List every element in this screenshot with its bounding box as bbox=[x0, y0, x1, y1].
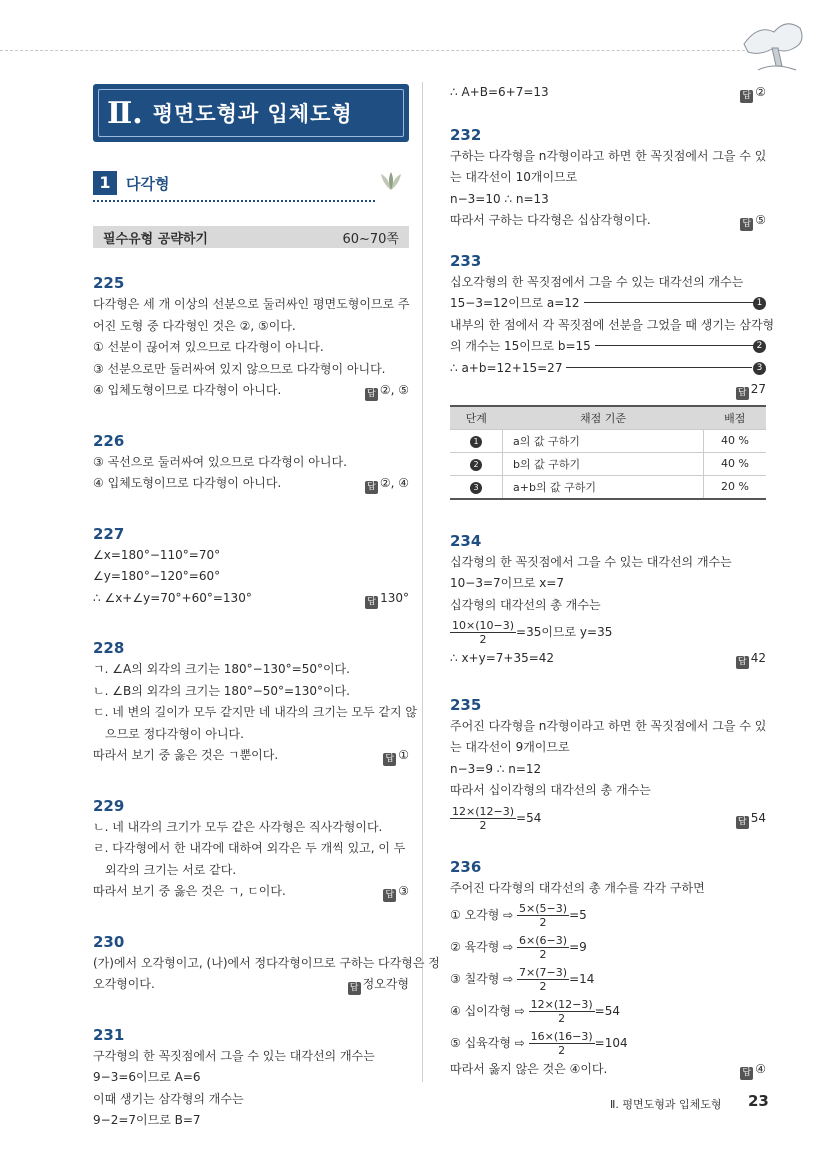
problem-228 bbox=[93, 637, 417, 767]
solution-line: n−3=10 ∴ n=13 bbox=[450, 191, 549, 206]
solution-line: ∴ a+b=12+15=27 3 bbox=[450, 358, 766, 380]
section-name: 다각형 bbox=[126, 174, 170, 193]
footer-chapter-title: Ⅱ. 평면도형과 입체도형 bbox=[610, 1098, 722, 1111]
problem-226 bbox=[93, 430, 409, 495]
solution-line: 15−3=12이므로 a=12 1 bbox=[450, 293, 766, 315]
solution-line: ∴ x+y=7+35=42 답 42 bbox=[450, 648, 766, 670]
solution-line: ∠y=180°−120°=60° bbox=[93, 569, 221, 583]
step-marker-2: 2 bbox=[753, 340, 766, 353]
solution-line: 주어진 다각형의 대각선의 총 개수를 각각 구하면 bbox=[450, 880, 705, 895]
step-marker-3: 3 bbox=[753, 362, 766, 375]
table-header: 단계 bbox=[450, 406, 503, 430]
leaf-decoration-icon bbox=[377, 170, 405, 192]
answer: 답 54 bbox=[736, 802, 766, 834]
solution-line: ① 선분이 끊어져 있으므로 다각형이 아니다. bbox=[93, 340, 324, 354]
problem-number: 236 bbox=[450, 857, 482, 876]
solution-line: ㄱ. ∠A의 외각의 크기는 180°−130°=50°이다. bbox=[93, 662, 350, 676]
problem-number: 226 bbox=[93, 431, 125, 450]
banner-title: 필수유형 공략하기 bbox=[103, 231, 208, 247]
solution-line: 는 대각선이 10개이므로 bbox=[450, 170, 578, 184]
problem-227 bbox=[93, 523, 409, 610]
solution-line: 따라서 십이각형의 대각선의 총 개수는 bbox=[450, 783, 651, 797]
problem-225 bbox=[93, 272, 409, 402]
problem-number: 225 bbox=[93, 274, 125, 292]
answer-mark-icon: 답 bbox=[736, 816, 749, 829]
fraction-line: ④ 십이각형 ⇨ $\frac{12\times(12-3)}{2}$ =54 bbox=[450, 998, 620, 1025]
step-marker-2: 2 bbox=[470, 459, 482, 471]
step-marker-3: 3 bbox=[470, 482, 482, 494]
answer: 답 ④ bbox=[740, 1059, 766, 1081]
solution-line: 이때 생기는 삼각형의 개수는 bbox=[93, 1091, 244, 1106]
solution-line: 따라서 보기 중 옳은 것은 ㄱ뿐이다. 답 ① bbox=[93, 745, 409, 767]
solution-line: 10−3=7이므로 x=7 bbox=[450, 576, 565, 590]
solution-line: ㄴ. 네 내각의 크기가 모두 같은 사각형은 직사각형이다. bbox=[93, 819, 383, 834]
answer-mark-icon: 답 bbox=[740, 218, 753, 231]
answer-mark-icon: 답 bbox=[736, 387, 749, 400]
problem-236 bbox=[450, 856, 766, 1081]
problem-233 bbox=[450, 250, 775, 500]
solution-line: ∠x=180°−110°=70° bbox=[93, 547, 221, 562]
answer-mark-icon: 답 bbox=[383, 753, 396, 766]
fraction-line: $\frac{12\times(12-3)}{2}$ =54 답 54 bbox=[450, 802, 766, 834]
practice-banner bbox=[93, 226, 409, 248]
solution-line: ④ 입체도형이므로 다각형이 아니다. 답 ②, ⑤ bbox=[93, 380, 409, 402]
table-header: 배점 bbox=[704, 406, 767, 430]
table-row: 1 a의 값 구하기 40 % bbox=[450, 429, 766, 452]
solution-line: 내부의 한 점에서 각 꼭짓점에 선분을 그었을 때 생기는 삼각형 bbox=[450, 317, 775, 332]
answer-mark-icon: 답 bbox=[365, 481, 378, 494]
table-row: 3 a+b의 값 구하기 20 % bbox=[450, 475, 766, 499]
problem-231 bbox=[93, 1024, 409, 1132]
step-marker-1: 1 bbox=[753, 297, 766, 310]
solution-line: 십각형의 대각선의 총 개수는 bbox=[450, 597, 601, 612]
problem-number: 228 bbox=[93, 639, 125, 657]
solution-line: 따라서 구하는 다각형은 십삼각형이다. 답 ⑤ bbox=[450, 210, 766, 232]
answer-mark-icon: 답 bbox=[740, 90, 753, 103]
solution-line: 9−2=7이므로 B=7 bbox=[93, 1113, 201, 1127]
page-number: 23 bbox=[748, 1092, 769, 1110]
solution-line: (가)에서 오각형이고, (나)에서 정다각형이므로 구하는 다각형은 정 bbox=[93, 955, 440, 970]
answer-mark-icon: 답 bbox=[736, 656, 749, 669]
left-column bbox=[93, 84, 440, 1132]
solution-line: ㄴ. ∠B의 외각의 크기는 180°−50°=130°이다. bbox=[93, 683, 350, 698]
solution-line: 따라서 보기 중 옳은 것은 ㄱ, ㄷ이다. 답 ③ bbox=[93, 881, 409, 903]
chapter-title: 평면도형과 입체도형 bbox=[152, 102, 353, 126]
solution-line: 따라서 옳지 않은 것은 ④이다. 답 ④ bbox=[450, 1059, 766, 1081]
column-divider bbox=[422, 82, 423, 1082]
step-marker-1: 1 bbox=[470, 436, 482, 448]
problem-number: 230 bbox=[93, 932, 125, 951]
fraction-line: ③ 칠각형 ⇨ $\frac{7\times(7-3)}{2}$ =14 bbox=[450, 966, 595, 993]
solution-line: 9−3=6이므로 A=6 bbox=[93, 1070, 201, 1084]
answer: 답 ① bbox=[383, 745, 409, 767]
answer-mark-icon: 답 bbox=[348, 982, 361, 995]
problem-234 bbox=[450, 530, 766, 670]
fraction-line: $\frac{10\times(10-3)}{2}$ =35이므로 y=35 bbox=[452, 619, 613, 646]
solution-line: 는 대각선이 9개이므로 bbox=[450, 740, 570, 754]
answer-mark-icon: 답 bbox=[365, 596, 378, 609]
problem-number: 235 bbox=[450, 695, 482, 714]
solution-line: 으므로 정다각형이 아니다. bbox=[105, 726, 244, 741]
problem-number: 229 bbox=[93, 796, 125, 815]
solution-line: ㄹ. 다각형에서 한 내각에 대하여 외각은 두 개씩 있고, 이 두 bbox=[93, 841, 406, 855]
answer-mark-icon: 답 bbox=[365, 388, 378, 401]
chapter-numeral: Ⅱ. bbox=[107, 95, 143, 131]
solution-line: 구각형의 한 꼭짓점에서 그을 수 있는 대각선의 개수는 bbox=[93, 1048, 375, 1063]
answer: 답 ③ bbox=[383, 881, 409, 903]
answer-mark-icon: 답 bbox=[740, 1067, 753, 1080]
problem-229 bbox=[93, 795, 409, 903]
answer: 답 ⑤ bbox=[740, 210, 766, 232]
solution-line: n−3=9 ∴ n=12 bbox=[450, 761, 542, 776]
solution-line: 다각형은 세 개 이상의 선분으로 둘러싸인 평면도형이므로 주 bbox=[93, 297, 410, 311]
solution-line: ㄷ. 네 변의 길이가 모두 같지만 네 내각의 크기는 모두 같지 않 bbox=[93, 705, 417, 719]
tree-illustration-icon bbox=[738, 14, 808, 74]
solution-line: 어진 도형 중 다각형인 것은 ②, ⑤이다. bbox=[93, 318, 296, 333]
problem-number: 231 bbox=[93, 1025, 125, 1044]
answer-mark-icon: 답 bbox=[383, 889, 396, 902]
problem-number: 227 bbox=[93, 524, 125, 543]
solution-line: ∴ ∠x+∠y=70°+60°=130° 답 130° bbox=[93, 588, 409, 610]
problem-232 bbox=[450, 124, 766, 232]
answer: 답 130° bbox=[365, 588, 409, 610]
fraction-line: ⑤ 십육각형 ⇨ $\frac{16\times(16-3)}{2}$ =104 bbox=[450, 1030, 628, 1057]
fraction: $\frac{12\times(12-3)}{2}$ bbox=[452, 804, 515, 832]
solution-line: 주어진 다각형을 n각형이라고 하면 한 꼭짓점에서 그을 수 있 bbox=[450, 718, 767, 733]
scoring-table bbox=[450, 405, 766, 500]
solution-line: ∴ A+B=6+7=13 답 ② bbox=[450, 82, 766, 104]
solution-line: 구하는 다각형을 n각형이라고 하면 한 꼭짓점에서 그을 수 있 bbox=[450, 148, 767, 163]
fraction-line: ② 육각형 ⇨ $\frac{6\times(6-3)}{2}$ =9 bbox=[450, 934, 587, 961]
solution-line: 외각의 크기는 서로 같다. bbox=[105, 862, 237, 877]
answer: 답 42 bbox=[736, 648, 766, 670]
solution-line: ③ 곡선으로 둘러싸여 있으므로 다각형이 아니다. bbox=[93, 454, 347, 469]
answer: 답 ② bbox=[740, 82, 766, 104]
answer: 답 ②, ⑤ bbox=[365, 380, 409, 402]
top-dashed-rule bbox=[0, 50, 760, 51]
solution-line: 오각형이다. 답 정오각형 bbox=[93, 974, 409, 996]
problem-number: 232 bbox=[450, 125, 482, 144]
chapter-header bbox=[93, 84, 409, 142]
banner-pages: 60~70쪽 bbox=[342, 231, 399, 247]
problem-235 bbox=[450, 694, 766, 834]
solution-line: 십각형의 한 꼭짓점에서 그을 수 있는 대각선의 개수는 bbox=[450, 554, 732, 569]
solution-line: ④ 입체도형이므로 다각형이 아니다. 답 ②, ④ bbox=[93, 473, 409, 495]
fraction: $\frac{10\times(10-3)}{2}$ bbox=[452, 619, 515, 646]
answer: 답 정오각형 bbox=[348, 974, 409, 996]
solution-line: 십오각형의 한 꼭짓점에서 그을 수 있는 대각선의 개수는 bbox=[450, 274, 744, 289]
answer: 답 ②, ④ bbox=[365, 473, 409, 495]
answer: 답 27 bbox=[450, 379, 766, 401]
section-heading bbox=[93, 170, 409, 196]
table-row: 2 b의 값 구하기 40 % bbox=[450, 452, 766, 475]
right-column bbox=[450, 82, 775, 1081]
table-header: 채점 기준 bbox=[503, 406, 704, 430]
section-dotted-rule bbox=[93, 200, 375, 202]
problem-number: 233 bbox=[450, 251, 482, 270]
fraction-line: ① 오각형 ⇨ $\frac{5\times(5-3)}{2}$ =5 bbox=[450, 902, 587, 929]
solution-line: 의 개수는 15이므로 b=15 2 bbox=[450, 336, 766, 358]
problem-number: 234 bbox=[450, 531, 482, 550]
section-number: 1 bbox=[93, 171, 117, 195]
solution-line: ③ 선분으로만 둘러싸여 있지 않으므로 다각형이 아니다. bbox=[93, 361, 386, 376]
problem-230 bbox=[93, 931, 440, 996]
